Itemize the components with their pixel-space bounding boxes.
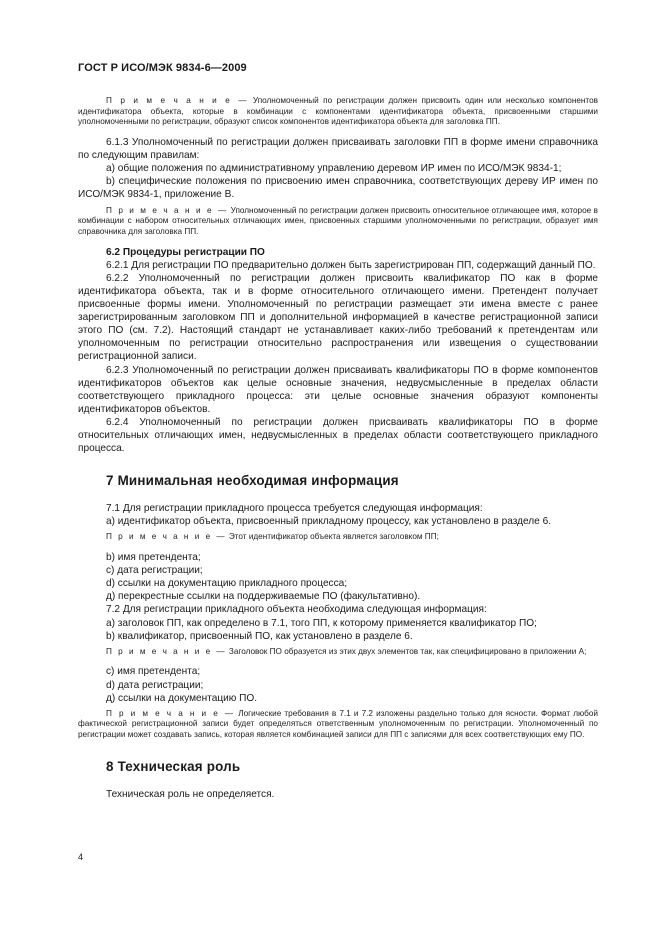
note-paragraph: П р и м е ч а н и е — Этот идентификатор объекта является заголовком ПП;	[106, 532, 439, 542]
list-item: b) квалификатор, присвоенный ПО, как установлено в разделе 6.	[106, 630, 413, 642]
clause-8-text: Техническая роль не определяется.	[106, 788, 275, 800]
note-paragraph: П р и м е ч а н и е — Логические требования в 7.1 и 7.2 изложены раздельно только для ясности. Формат любой фактической регистрационной записи будет определяться ответственным уполномоченным по регистрации. Уполномоченный по регистрации может создавать запись, которая является комбинацией записи для ПП с записями для всех соответствующих ему ПО.	[78, 708, 598, 740]
list-item: b) специфические положения по присвоению имен справочника, соответствующих дереву ИР имен по ИСО/МЭК 9834-1, приложение В.	[78, 176, 598, 201]
clause-6-2-1: 6.2.1 Для регистрации ПО предварительно должен быть зарегистрирован ПП, содержащий данный ПО.	[106, 259, 596, 271]
section-heading-6-2: 6.2 Процедуры регистрации ПО	[106, 246, 265, 258]
list-item: д) ссылки на документацию ПО.	[106, 692, 258, 704]
clause-6-2-2: 6.2.2 Уполномоченный по регистрации должен присвоить квалификатор ПО как в форме идентификатора объекта, так и в форме относительного отличающего имени. Претендент получает присвоенные формы имени. Уполномоченный по регистрации размещает эти имена вместе с ранее зарегистрированным заголовком ПП и дополнительной информацией в качестве регистрационной записи этого ПО (см. 7.2). Настоящий стандарт не устанавливает каких-либо требований к претендентам или уполномоченным по регистрации относительно распространения или извещения о существовании регистрационной записи.	[78, 272, 598, 363]
list-item: а) идентификатор объекта, присвоенный прикладному процессу, как установлено в разделе 6.	[106, 516, 552, 528]
page-content	[78, 96, 598, 801]
note-label: П р и м е ч а н и е —	[106, 96, 249, 105]
clause-6-1-3: 6.1.3 Уполномоченный по регистрации должен присваивать заголовки ПП в форме имени справочника по следующим правилам:	[78, 137, 598, 162]
note-label: П р и м е ч а н и е —	[106, 646, 227, 656]
note-label: П р и м е ч а н и е —	[106, 532, 227, 542]
section-heading-8: 8 Техническая роль	[106, 758, 241, 774]
clause-6-2-4: 6.2.4 Уполномоченный по регистрации должен присваивать квалификаторы ПО в форме относительных отличающих имен, недвусмысленных в пределах области соответствующего прикладного процесса.	[78, 416, 598, 455]
list-item: д) перекрестные ссылки на поддерживаемые ПО (факультативно).	[106, 591, 421, 603]
clause-7-1: 7.1 Для регистрации прикладного процесса требуется следующая информация:	[106, 503, 483, 515]
page-number: 4	[78, 852, 84, 862]
section-heading-7: 7 Минимальная необходимая информация	[106, 473, 399, 489]
clause-7-2: 7.2 Для регистрации прикладного объекта необходима следующая информация:	[106, 604, 487, 616]
list-item: c) дата регистрации;	[106, 565, 203, 577]
note-paragraph: П р и м е ч а н и е — Уполномоченный по регистрации должен присвоить относительное отличающее имя, которое в комбинации с набором относительных отличающих имен, присвоенных старшими уполномоченными по регистрации, образует имя справочника для заголовка ПП.	[78, 205, 598, 236]
clause-6-2-3: 6.2.3 Уполномоченный по регистрации должен присваивать квалификаторы ПО в форме компонентов идентификаторов объектов как целые основные значения, недвусмысленные в пределах области соответствующего прикладного процесса: эти целые основные значения образуют компоненты идентификаторов объектов.	[78, 364, 598, 415]
note-label: П р и м е ч а н и е —	[106, 205, 229, 215]
note-paragraph: П р и м е ч а н и е — Заголовок ПО образуется из этих двух элементов так, как специфицировано в приложении А;	[106, 646, 587, 656]
list-item: а) заголовок ПП, как определено в 7.1, того ПП, к которому применяется квалификатор ПО;	[106, 617, 537, 629]
list-item: d) дата регистрации;	[106, 679, 204, 691]
list-item: c) имя претендента;	[106, 666, 201, 678]
list-item: а) общие положения по административному управлению деревом ИР имен по ИСО/МЭК 9834-1;	[106, 163, 562, 175]
list-item: d) ссылки на документацию прикладного процесса;	[106, 578, 348, 590]
note-label: П р и м е ч а н и е —	[106, 708, 236, 718]
list-item: b) имя претендента;	[106, 552, 201, 564]
standard-header: ГОСТ Р ИСО/МЭК 9834-6—2009	[78, 62, 247, 74]
note-paragraph: П р и м е ч а н и е — Уполномоченный по регистрации должен присвоить один или несколько компонентов идентификатора объекта, которые в комбинации с компонентами идентификатора объекта, присвоенными старшими уполномоченными по регистрации, образуют список компонентов идентификатора объекта для заголовка ПП.	[78, 96, 598, 127]
